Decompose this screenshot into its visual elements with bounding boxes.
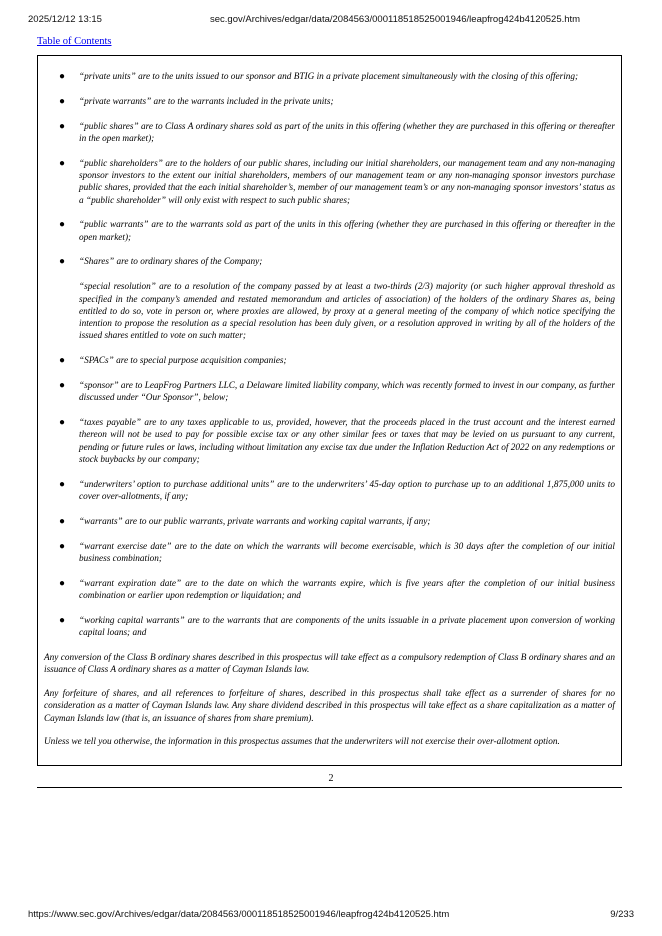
page-divider [37,787,622,788]
definition-text: “private units” are to the units issued to our sponsor and BTIG in a private placement simultaneously with the closing of this offering; [79,72,579,82]
page-number: 2 [328,773,334,784]
bullet-icon: ● [59,120,66,132]
definition-text: “warrant exercise date” are to the date on which the warrants will become exercisable, which is 30 days after the completion of our initial business combination; [79,541,615,565]
definition-item [44,121,615,146]
definition-text: “public shareholders” are to the holders of our public shares, including our initial shareholders, our management team and any non-managing sponsor investors to the extent our initial shareholders, members of our management team or any non-managing sponsor investors purchase public shares, provided that the each initial shareholder’s, member of our management team’s or any non-managing sponsor investors’ status as a “public shareholder” will only exist with respect to such public shares; [79,158,615,206]
definition-item [44,380,615,405]
definition-text: “warrant expiration date” are to the date on which the warrants expire, which is five years after the completion of our initial business combination or earlier upon redemption or liquidation; and [79,578,615,602]
print-timestamp: 2025/12/12 13:15 [28,14,102,25]
definition-text: “warrants” are to our public warrants, private warrants and working capital warrants, if any; [79,516,431,527]
bullet-icon: ● [59,417,66,429]
bullet-icon: ● [59,95,66,107]
bullet-icon: ● [59,219,66,231]
bullet-icon: ● [59,540,66,552]
definition-item [44,71,615,83]
definition-item [44,417,615,466]
bullet-icon: ● [59,71,66,82]
definition-item [44,516,615,528]
bullet-icon: ● [59,157,66,169]
body-paragraph: Any forfeiture of shares, and all references to forfeiture of shares, described in this prospectus shall take effect as a surrender of shares for no consideration as a matter of Cayman Islands law. Any share dividend described in this prospectus will take effect as a share capitalization as a matter of Cayman Islands law (that is, an issuance of shares from share premium). [44,689,615,724]
body-paragraph: Any conversion of the Class B ordinary shares described in this prospectus will take effect as a compulsory redemption of Class B ordinary shares and an issuance of Class A ordinary shares as a matter of Cayman Islands law. [44,653,615,676]
definition-item [44,355,615,367]
content-frame [37,55,622,766]
bullet-icon: ● [59,256,66,268]
definition-item [44,158,615,207]
special-resolution-definition: “special resolution” are to a resolution of the company passed by at least a two-thirds (2/3) majority (or such higher approval threshold as specified in the company’s amended and restated memorandum and articles of association) of the holders of the ordinary Shares as, being entitled to do so, vote in person or, where proxies are allowed, by proxy at a general meeting of the company of which notice specifying the intention to propose the resolution as a special resolution has been duly given, or a resolution approved in writing by all of the holders of the issued shares entitled to vote on such matter; [79,282,615,342]
bullet-icon: ● [59,577,66,589]
bullet-icon: ● [59,478,66,490]
definition-item [44,578,615,603]
body-paragraph: Unless we tell you otherwise, the information in this prospectus assumes that the underwriters will not exercise their over-allotment option. [44,737,560,748]
footer-url: https://www.sec.gov/Archives/edgar/data/2084563/000118518525001946/leapfrog424b4120525.htm [28,909,450,920]
definition-text: “working capital warrants” are to the warrants that are components of the units issuable in a private placement upon conversion of working capital loans; and [79,615,615,639]
bullet-icon: ● [59,380,66,392]
definition-text: “taxes payable” are to any taxes applicable to us, provided, however, that the proceeds placed in the trust account and the interest earned thereon will not be used to pay for possible excise tax or any other similar fees or taxes that may be levied on us pursuant to any current, pending or future rules or laws, including without limitation any excise tax due under the Inflation Reduction Act of 2022 on any redemptions or stock buybacks by our company; [79,418,615,466]
bullet-icon: ● [59,355,66,367]
table-of-contents-link[interactable]: Table of Contents [37,36,112,47]
print-page-counter: 9/233 [610,909,634,920]
definition-text: “private warrants” are to the warrants included in the private units; [79,96,334,107]
bullet-icon: ● [59,614,66,626]
definition-text: “Shares” are to ordinary shares of the Company; [79,257,263,268]
definition-text: “SPACs” are to special purpose acquisition companies; [79,356,287,367]
definitions-content [44,71,615,749]
definition-item [44,541,615,566]
definition-item [44,615,615,640]
definition-text: “public shares” are to Class A ordinary shares sold as part of the units in this offering (whether they are purchased in this offering or thereafter in the open market); [79,121,615,144]
definition-item [44,479,615,504]
bullet-icon: ● [59,515,66,527]
definition-item [44,256,615,268]
header-url: sec.gov/Archives/edgar/data/2084563/000118518525001946/leapfrog424b4120525.htm [210,14,581,25]
definition-text: “underwriters’ option to purchase additional units” are to the underwriters’ 45-day option to purchase up to an additional 1,875,000 units to cover over-allotments, if any; [79,479,615,503]
definition-item [44,96,615,108]
definition-text: “sponsor” are to LeapFrog Partners LLC, a Delaware limited liability company, which was recently formed to invest in our company, as further discussed under “Our Sponsor”, below; [79,381,615,404]
definition-text: “public warrants” are to the warrants sold as part of the units in this offering (whether they are purchased in this offering or thereafter in the open market); [79,220,615,243]
definition-item [44,219,615,244]
